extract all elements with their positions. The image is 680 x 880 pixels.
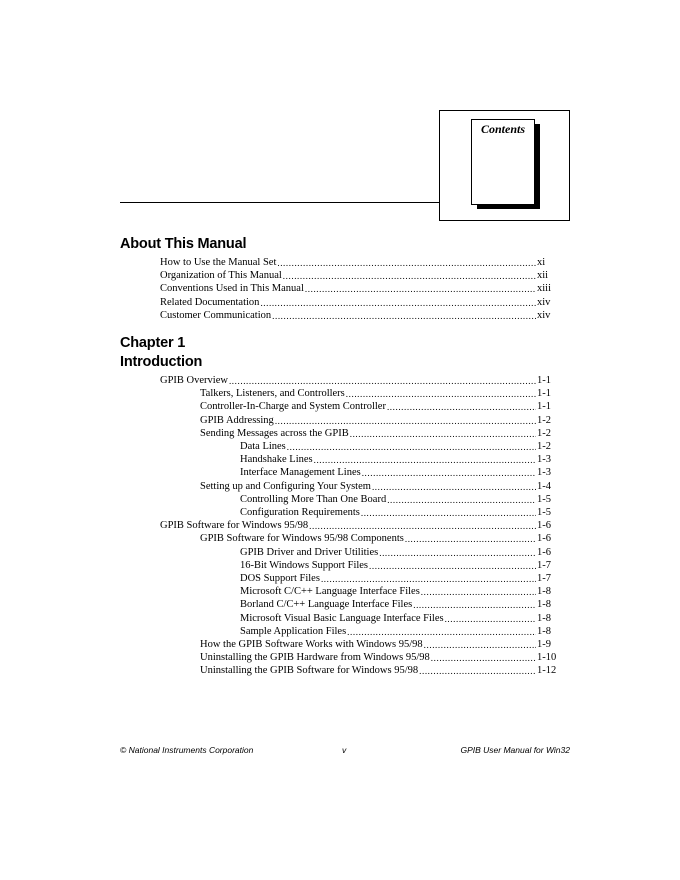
toc-entry[interactable] — [240, 625, 557, 638]
toc-entry[interactable] — [240, 598, 557, 611]
toc-entry-title: Conventions Used in This Manual — [160, 283, 304, 295]
toc-entry[interactable] — [200, 400, 557, 413]
toc-entry-title: Data Lines — [240, 441, 286, 452]
toc-entry[interactable] — [160, 256, 557, 269]
dot-leader — [405, 534, 536, 545]
toc-entry-page: 1-8 — [537, 612, 551, 624]
toc-entry[interactable] — [160, 374, 557, 387]
toc-entry-page: 1-5 — [537, 507, 551, 518]
toc-entry[interactable] — [160, 519, 557, 532]
toc-entry-title: Handshake Lines — [240, 454, 313, 466]
dot-leader — [413, 600, 536, 611]
toc-entry-page: 1-8 — [537, 625, 551, 637]
dot-leader — [283, 271, 536, 282]
toc-entry-page: xii — [537, 270, 549, 282]
toc-entry-title: Uninstalling the GPIB Hardware from Windows 95/98 — [200, 652, 430, 664]
toc-entry-page: 1-1 — [537, 401, 551, 413]
toc-entry-title: Borland C/C++ Language Interface Files — [240, 599, 413, 611]
toc-entry[interactable] — [160, 309, 557, 322]
toc-entry[interactable] — [160, 296, 557, 309]
contents-title: Contents — [480, 122, 525, 136]
toc-entry-title: How to Use the Manual Set — [160, 257, 277, 268]
contents-book-icon — [471, 119, 535, 205]
toc-entry-page: 1-7 — [537, 559, 551, 571]
toc-entry[interactable] — [240, 546, 557, 559]
toc-entry-page: 1-1 — [537, 388, 551, 400]
dot-leader — [350, 429, 536, 440]
toc-entry-title: Sending Messages across the GPIB — [200, 427, 349, 439]
dot-leader — [305, 284, 536, 295]
dot-leader — [346, 389, 536, 400]
toc-entry[interactable] — [200, 664, 557, 677]
dot-leader — [272, 311, 536, 322]
dot-leader — [424, 640, 536, 651]
toc-entry-title: Interface Management Lines — [240, 467, 361, 479]
toc-entry-page: 1-2 — [537, 441, 551, 452]
toc-entry-page: 1-8 — [537, 599, 551, 611]
toc-entry-title: Setting up and Configuring Your System — [200, 480, 371, 492]
dot-leader — [314, 455, 536, 466]
toc-entry[interactable] — [200, 387, 557, 400]
dot-leader — [379, 548, 536, 559]
footer-copyright: © National Instruments Corporation — [120, 745, 254, 755]
toc-entry[interactable] — [240, 572, 557, 585]
dot-leader — [445, 614, 536, 625]
toc-entry[interactable] — [160, 282, 557, 295]
toc-entry-title: DOS Support Files — [240, 573, 320, 584]
toc-entry-page: 1-3 — [537, 467, 551, 479]
footer-manual-title: GPIB User Manual for Win32 — [460, 745, 570, 755]
toc-entry[interactable] — [240, 585, 557, 598]
toc-entry[interactable] — [240, 493, 557, 506]
toc-entry[interactable] — [200, 480, 557, 493]
toc-entry-page: 1-6 — [537, 520, 551, 532]
toc-entry-title: GPIB Addressing — [200, 414, 274, 426]
toc-entry[interactable] — [200, 427, 557, 440]
dot-leader — [431, 653, 536, 664]
toc-entry-title: GPIB Driver and Driver Utilities — [240, 546, 379, 558]
toc-entry-title: 16-Bit Windows Support Files — [240, 559, 369, 571]
toc-entry[interactable] — [200, 638, 557, 651]
toc-entry-page: xiii — [537, 283, 552, 295]
toc-entry-page: 1-6 — [537, 533, 551, 545]
toc-entry-page: xiv — [537, 309, 551, 321]
toc-entry-page: 1-2 — [537, 427, 551, 439]
toc-entry[interactable] — [240, 559, 557, 572]
dot-leader — [387, 402, 536, 413]
dot-leader — [421, 587, 536, 598]
toc-entry[interactable] — [240, 466, 557, 479]
toc-entry-title: Configuration Requirements — [240, 507, 360, 518]
toc-entry-page: 1-5 — [537, 493, 551, 505]
toc-entry-page: 1-4 — [537, 480, 551, 492]
toc-entry-page: 1-7 — [537, 573, 551, 584]
dot-leader — [275, 416, 536, 427]
toc-entry[interactable] — [200, 414, 557, 427]
toc-entry-page: 1-10 — [537, 652, 557, 664]
toc-entry[interactable] — [240, 506, 557, 519]
toc-entry-page: 1-1 — [537, 375, 551, 386]
toc-entry-title: How the GPIB Software Works with Windows 95/98 — [200, 639, 423, 650]
toc-entry-page: xiv — [537, 296, 551, 308]
footer-page-number: v — [342, 745, 347, 755]
page-footer — [120, 745, 570, 759]
toc-entry-title: Microsoft Visual Basic Language Interface Files — [240, 612, 444, 624]
toc-entry-page: 1-9 — [537, 639, 551, 650]
section-heading-about: About This Manual — [120, 236, 247, 252]
toc-entry-page: 1-8 — [537, 586, 551, 598]
toc-entry-title: Customer Communication — [160, 309, 272, 321]
toc-entry-page: 1-3 — [537, 454, 551, 466]
toc-entry-title: Related Documentation — [160, 296, 260, 308]
toc-entry-page: 1-12 — [537, 665, 557, 677]
section-heading-chapter-1: Chapter 1 Introduction — [120, 335, 203, 370]
dot-leader — [229, 376, 536, 387]
dot-leader — [361, 508, 536, 519]
dot-leader — [287, 442, 536, 453]
dot-leader — [321, 574, 536, 585]
dot-leader — [347, 627, 536, 638]
toc-entry-title: Uninstalling the GPIB Software for Windows 95/98 — [200, 665, 419, 677]
toc-entry[interactable] — [240, 453, 557, 466]
toc-entry-title: Organization of This Manual — [160, 270, 282, 282]
toc-entry[interactable] — [240, 440, 557, 453]
dot-leader — [369, 561, 536, 572]
dot-leader — [362, 468, 536, 479]
toc-entry-title: Controlling More Than One Board — [240, 493, 387, 505]
toc-entry-page: xi — [537, 257, 546, 268]
toc-entry[interactable] — [240, 612, 557, 625]
toc-entry-page: 1-2 — [537, 414, 551, 426]
toc-entry[interactable] — [200, 532, 557, 545]
dot-leader — [277, 258, 536, 269]
toc-entry-title: Sample Application Files — [240, 625, 347, 637]
dot-leader — [309, 521, 536, 532]
toc-entry-title: GPIB Software for Windows 95/98 — [160, 520, 309, 532]
header-rule — [120, 202, 440, 203]
toc-entry-title: Microsoft C/C++ Language Interface Files — [240, 586, 420, 598]
toc-entry[interactable] — [200, 651, 557, 664]
dot-leader — [419, 666, 536, 677]
dot-leader — [260, 298, 536, 309]
dot-leader — [372, 482, 536, 493]
dot-leader — [387, 495, 536, 506]
toc-entry-title: Talkers, Listeners, and Controllers — [200, 388, 345, 400]
toc-entry[interactable] — [160, 269, 557, 282]
toc-entry-page: 1-6 — [537, 546, 551, 558]
toc-entry-title: GPIB Software for Windows 95/98 Components — [200, 533, 404, 545]
toc-entry-title: Controller-In-Charge and System Controller — [200, 401, 386, 413]
toc-entry-title: GPIB Overview — [160, 375, 228, 386]
